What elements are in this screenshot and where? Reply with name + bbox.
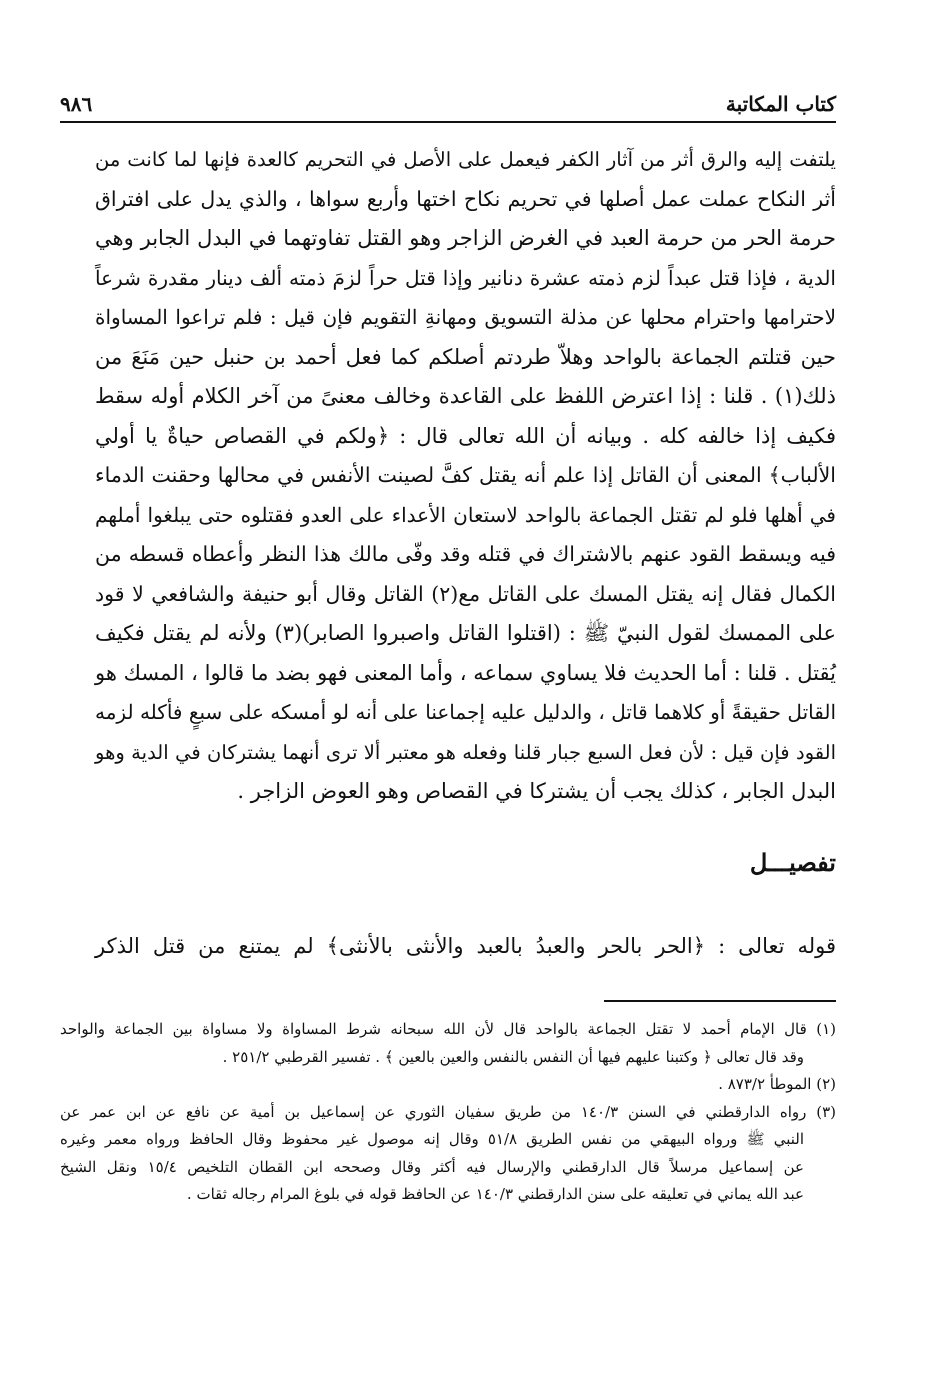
text-line: فيه ويسقط القود عنهم بالاشتراك في قتله وقد وفّى مالك هذا النظر وأعطاه قسطه من bbox=[95, 542, 836, 566]
section-heading: تفصيـــل bbox=[749, 848, 836, 877]
text-line: فكيف إذا خالفه كله . وبيانه أن الله تعالى قال : ﴿ولكم في القصاص حياةٌ يا أولي bbox=[95, 423, 836, 448]
text-line: الكمال فقال إنه يقتل المسك على القاتل مع(٢) القاتل وقال أبو حنيفة والشافعي لا قود bbox=[95, 581, 837, 606]
footnote-line: وقد قال تعالى ﴿ وكتبنا عليهم فيها أن النفس بالنفس والعين بالعين ﴾ . تفسير القرطبي ٢٥١/٢ . bbox=[222, 1047, 804, 1066]
footnotes bbox=[60, 1016, 836, 1209]
text-line: القود فإن قيل : لأن فعل السبع جبار قلنا وفعله هو معتبر ألا ترى أنهما يشتركان في الدية وهو bbox=[95, 740, 836, 764]
page-number: ٩٨٦ bbox=[60, 92, 93, 116]
text-line: في أهلها فلو لم تقتل الجماعة بالواحد لاستعان الأعداء على العدو فقتلوه حتى يبلغوا أملهم bbox=[95, 502, 836, 527]
footnote-line: النبي ﷺ ورواه البيهقي من نفس الطريق ٥١/٨ وقال إنه موصول غير محفوظ وقال الحافظ ورواه معمر وغيره bbox=[60, 1130, 804, 1148]
footnote-line: (٢) الموطأ ٨٧٣/٢ . bbox=[718, 1075, 836, 1093]
text-line: حين قتلتم الجماعة بالواحد وهلاّ طردتم أصلكم كما فعل أحمد بن حنبل حين مَنَعَ من bbox=[95, 344, 836, 369]
text-line: القاتل حقيقةً أو كلاهما قاتل ، والدليل عليه إجماعنا على أنه لو أمسكه على سبعٍ فأكله لزمه bbox=[95, 700, 836, 724]
footnote-rule bbox=[604, 1000, 836, 1002]
text-line: يُقتل . قلنا : أما الحديث فلا يساوي سماعه ، وأما المعنى فهو بضد ما قالوا ، المسك هو bbox=[95, 660, 836, 685]
text-line: الدية ، فإذا قتل عبداً لزم ذمته عشرة دنانير وإذا قتل حراً لزمَ ذمته ألف دينار مقدرة شرعاً bbox=[95, 265, 836, 290]
text-line: ذلك(١) . قلنا : إذا اعترض اللفظ على القاعدة وخالف معنىً من آخر الكلام أوله سقط bbox=[95, 384, 836, 408]
text-line: حرمة الحر من حرمة العبد في الغرض الزاجر وهو القتل تفاوتهما في البدل الجابر وهي bbox=[95, 226, 836, 250]
text-line: الألباب﴾ المعنى أن القاتل إذا علم أنه يقتل كفَّ لصينت الأنفس في محالها وحقنت الدماء bbox=[95, 463, 836, 487]
text-line: لاحترامها واحترام محلها عن مذلة التسويق ومهانةِ التقويم فإن قيل : فلم تراعوا المساواة bbox=[95, 305, 836, 329]
header-rule bbox=[60, 121, 836, 123]
text-line: أثر النكاح عملت عمل أصلها في تحريم نكاح اختها وأربع سواها ، والذي يدل على افتراق bbox=[95, 186, 836, 211]
footnote-line: (١) قال الإمام أحمد لا تقتل الجماعة بالواحد قال لأن الله سبحانه شرط المساواة ولا مساواة بين الجماعة والواحد bbox=[60, 1020, 836, 1038]
running-header bbox=[60, 88, 836, 124]
chapter-title: كتاب المكاتبة bbox=[725, 92, 836, 116]
text-line: يلتفت إليه والرق أثر من آثار الكفر فيعمل على الأصل في التحريم كالعدة فإنها لما كانت من bbox=[95, 148, 836, 171]
text-line: البدل الجابر ، كذلك يجب أن يشتركا في القصاص وهو العوض الزاجر . bbox=[237, 779, 836, 803]
footnote-line: عن إسماعيل مرسلاً قال الدارقطني والإرسال فيه أكثر وقال وصححه ابن القطان التلخيص ١٥/٤ ونقل الشيخ bbox=[60, 1157, 804, 1176]
text-line: على الممسك لقول النبيّ ﷺ : (اقتلوا القاتل واصبروا الصابر)(٣) ولأنه لم يقتل فكيف bbox=[95, 621, 836, 645]
main-text bbox=[95, 140, 836, 812]
footnote-line: عبد الله يماني في تعليقه على سنن الدارقطني ١٤٠/٣ عن الحافظ قوله في بلوغ المرام رجاله ثقات . bbox=[186, 1185, 804, 1203]
footnote-line: (٣) رواه الدارقطني في السنن ١٤٠/٣ من طريق سفيان الثوري عن إسماعيل بن أمية عن نافع عن ابن عمر عن bbox=[60, 1102, 836, 1121]
quran-quote-line: قوله تعالى : ﴿الحر بالحر والعبدُ بالعبد والأنثى بالأنثى﴾ لم يمتنع من قتل الذكر bbox=[95, 934, 836, 958]
